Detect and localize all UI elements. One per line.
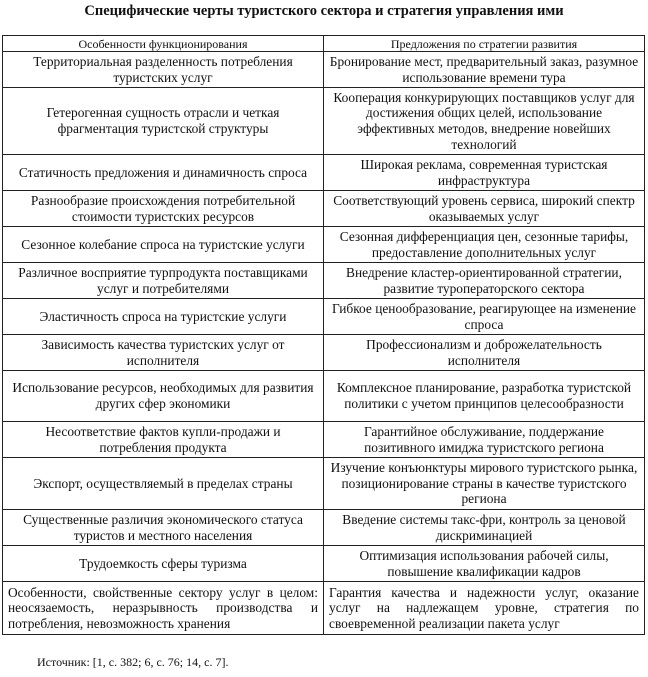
strategy-cell: Внедрение кластер-ориентированной стратегии, развитие туроператорского сектора [324,263,645,299]
strategy-cell: Гибкое ценообразование, реагирующее на изменение спроса [324,299,645,335]
strategy-cell: Оптимизация использования рабочей силы, повышение квалификации кадров [324,546,645,582]
strategy-cell: Бронирование мест, предварительный заказ, разумное использование времени тура [324,52,645,88]
table-row [3,52,645,88]
header-features: Особенности функционирования [3,36,324,52]
source-note: Источник: [1, с. 382; 6, с. 76; 14, с. 7]. [37,655,229,669]
strategy-cell: Введение системы такс-фри, контроль за ценовой дискриминацией [324,510,645,546]
strategy-cell: Гарантия качества и надежности услуг, оказание услуг на надлежащем уровне, стратегия по своевременной реализации пакета услуг [324,582,645,635]
feature-cell: Несоответствие фактов купли-продажи и потребления продукта [3,422,324,458]
strategy-cell: Соответствующий уровень сервиса, широкий спектр оказываемых услуг [324,191,645,227]
strategy-cell: Широкая реклама, современная туристская инфраструктура [324,155,645,191]
feature-cell: Статичность предложения и динамичность спроса [3,155,324,191]
table-row [3,191,645,227]
feature-cell: Разнообразие происхождения потребительной стоимости туристских ресурсов [3,191,324,227]
feature-cell: Гетерогенная сущность отрасли и четкая фрагментация туристской структуры [3,88,324,155]
table-row [3,458,645,510]
table-row [3,546,645,582]
table-row [3,263,645,299]
feature-cell: Различное восприятие турпродукта поставщиками услуг и потребителями [3,263,324,299]
table-row [3,371,645,422]
strategy-table [2,35,645,635]
strategy-cell: Комплексное планирование, разработка туристской политики с учетом принципов целесообразности [324,371,645,422]
table-row [3,422,645,458]
strategy-cell: Изучение конъюнктуры мирового туристского рынка, позиционирование страны в качестве туристского региона [324,458,645,510]
feature-cell: Использование ресурсов, необходимых для развития других сфер экономики [3,371,324,422]
strategy-cell: Гарантийное обслуживание, поддержание позитивного имиджа туристского региона [324,422,645,458]
feature-cell: Особенности, свойственные сектору услуг в целом: неосязаемость, неразрывность производства и потребления, невозможность хранения [3,582,324,635]
table-row [3,299,645,335]
table-row [3,88,645,155]
table-header-row [3,36,645,52]
strategy-cell: Кооперация конкурирующих поставщиков услуг для достижения общих целей, использование эффективных методов, внедрение новейших технологий [324,88,645,155]
table-row [3,155,645,191]
strategy-cell: Сезонная дифференциация цен, сезонные тарифы, предоставление дополнительных услуг [324,227,645,263]
feature-cell: Существенные различия экономического статуса туристов и местного населения [3,510,324,546]
table-title: Специфические черты туристского сектора и стратегия управления ими [84,3,564,19]
header-strategy: Предложения по стратегии развития [324,36,645,52]
strategy-cell: Профессионализм и доброжелательность исполнителя [324,335,645,371]
table-row [3,582,645,635]
feature-cell: Сезонное колебание спроса на туристские услуги [3,227,324,263]
feature-cell: Территориальная разделенность потребления туристских услуг [3,52,324,88]
feature-cell: Экспорт, осуществляемый в пределах страны [3,458,324,510]
feature-cell: Зависимость качества туристских услуг от исполнителя [3,335,324,371]
table-row [3,335,645,371]
table-row [3,510,645,546]
table-row [3,227,645,263]
feature-cell: Эластичность спроса на туристские услуги [3,299,324,335]
feature-cell: Трудоемкость сферы туризма [3,546,324,582]
